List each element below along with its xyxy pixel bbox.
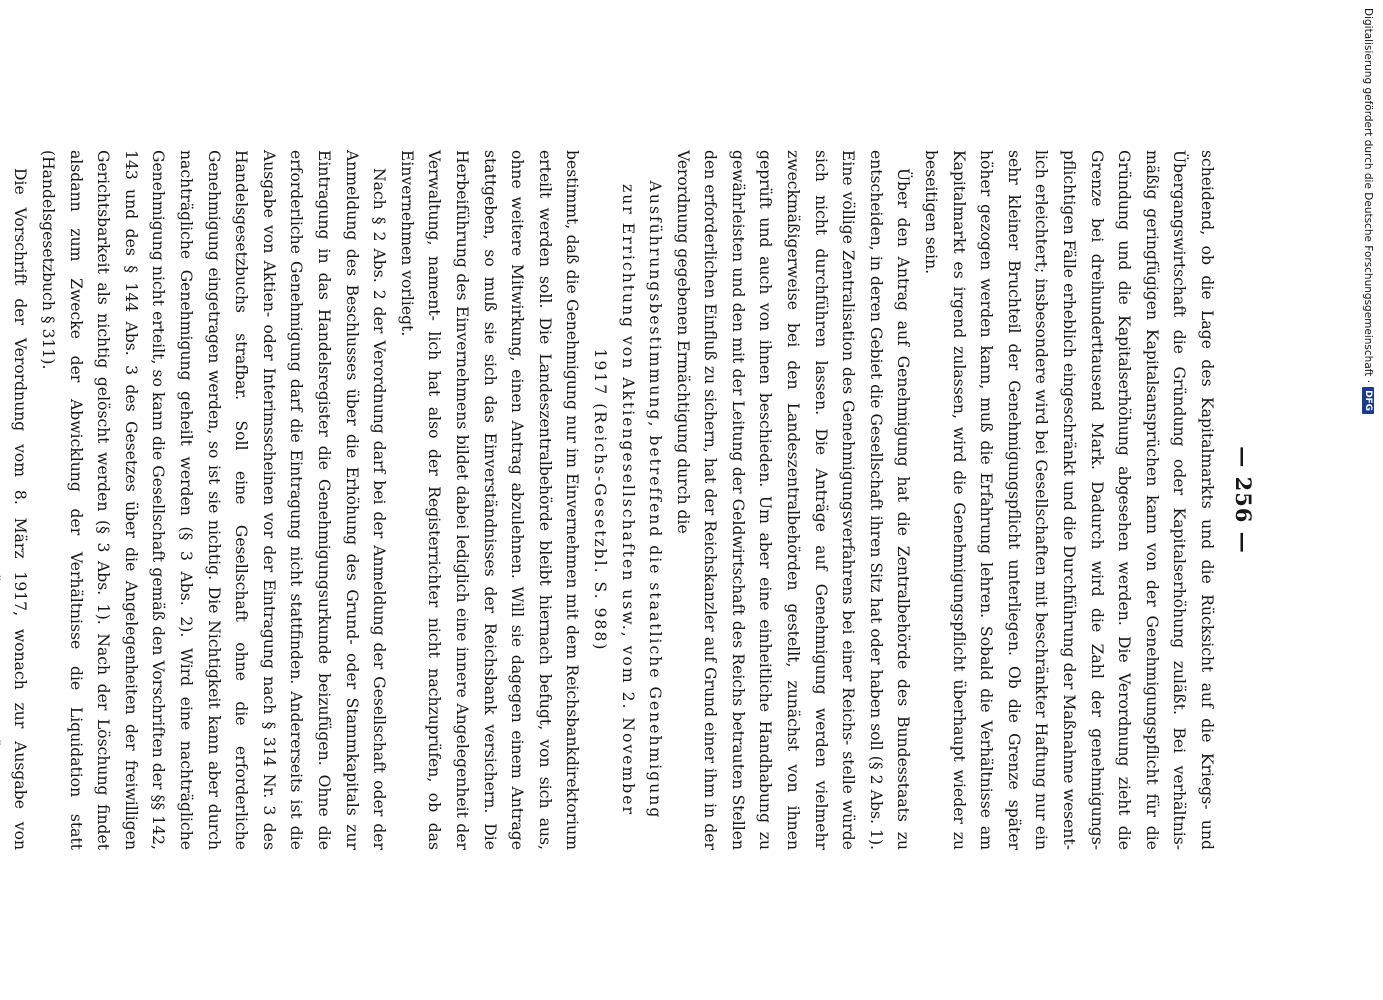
paragraph-3: bestimmt, daß die Genehmigung nur im Einvernehmen mit dem Reichsbankdirektorium erteilt werden soll. Die Landeszentralbehörde bleibt hiernach befugt, von sich aus, ohne weitere Mitwirkung, einen Antrag abzulehnen. Will sie dagegen einem Antrage stattgeben, so muß sie sich das Einverständnisses der Reichsbank versichern. Die Herbeiführung des Einvernehmens bildet dabei lediglich eine innere Angelegenheit der Verwaltung, nament- lich hat also der Registerrichter nicht nachzuprüfen, ob das Einvernehmen vorliegt. — [397, 150, 582, 850]
paragraph-4: Nach § 2 Abs. 2 der Verordnung darf bei der Anmeldung der Gesellschaft oder der Anmeldung des Beschlusses über die Erhöhung des Grund- oder Stammkapitals zur Eintragung in das Handelsregister die Genehmigungsurkunde beizufügen. Ohne die erforderliche Genehmigung darf die Eintragung nicht stattfinden. Andererseits ist die Ausgabe von Aktien- oder Interimsscheinen vor der Eintragung nach § 314 Nr. 3 des Handelsgesetzbuchs strafbar. Soll eine Gesellschaft ohne die erforderliche Genehmigung eingetragen werden, so ist sie nichtig. Die Nichtigkeit kann aber durch nachträgliche Genehmigung geheilt werden (§ 3 Abs. 2). Wird eine nachträgliche Genehmigung nicht erteilt, so kann die Gesellschaft gemäß den Vorschriften der §§ 142, 143 und des § 144 Abs. 3 des Gesetzes über die Angelegenheiten der freiwilligen Gerichtsbarkeit als nichtig gelöscht werden (§ 3 Abs. 1). Nach der Löschung findet alsdann zum Zwecke der Abwicklung der Verhältnisse die Liquidation statt (Handelsgesetzbuch § 311). — [39, 150, 389, 850]
dfg-credit-inner — [1357, 8, 1379, 412]
regulation-heading — [585, 180, 668, 820]
paragraph-1: scheidend, ob die Lage des Kapitalmarkts und die Rücksicht auf die Kriegs- und Übergangswirtschaft die Gründung oder Kapitalserhöhung zuläßt. Bei verhältnis- mäßig geringfügigen Kapitalsansprüchen kann von der Genehmigungspflicht für die Gründung und die Kapitalserhöhung abgesehen werden. Die Verordnung zieht die Grenze bei dreihunderttausend Mark. Dadurch wird die Zahl der genehmigungs- pflichtigen Fälle erheblich eingeschränkt und die Durchführung der Maßnahme wesent- lich erleichtert; insbesondere wird bei Gesellschaften mit beschränkter Haftung nur ein sehr kleiner Bruchteil der Genehmigungspflicht unterliegen. Ob die Grenze später höher gezogen werden kann, muß die Erfahrung lehren. Sobald die Verhältnisse am Kapitalmarkt es irgend zulassen, wird die Genehmigungspflicht überhaupt wieder zu beseitigen sein. — [922, 150, 1216, 850]
paragraph-2: Über den Antrag auf Genehmigung hat die Zentralbehörde des Bundesstaats zu entscheiden, in deren Gebiet die Gesellschaft ihren Sitz hat oder haben soll (§ 2 Abs. 1). Eine völlige Zentralisation des Genehmigungsverfahrens bei einer Reichs- stelle würde sich nicht durchführen lassen. Die Anträge auf Genehmigung werden vielmehr zweckmäßigerweise bei den Landeszentralbehörden gestellt, zunächst von ihnen geprüft und auch von ihnen beschieden. Um aber eine einheitliche Handhabung zu gewährleisten und den mit der Leitung der Geldwirtschaft des Reichs betrauten Stellen den erforderlichen Einfluß zu sichern, hat der Reichskanzler auf Grund einer ihm in der Verordnung gegebenen Ermächtigung durch die — [673, 150, 913, 850]
dfg-credit — [1359, 8, 1381, 412]
paragraph-5: Die Vorschrift der Verordnung vom 8. März 1917, wonach zur Ausgabe von — [11, 168, 30, 850]
page-number: — 256 — — [1231, 446, 1256, 554]
heading-line-3: 1917 (Reichs-Gesetzbl. S. 988) — [590, 348, 609, 652]
rotated-page-content — [11, 150, 1260, 850]
heading-line-1: Ausführungsbestimmung, betreffend die staatliche Genehmigung — [646, 180, 665, 820]
dfg-logo: DFG — [1362, 387, 1374, 414]
body-text — [0, 150, 1220, 850]
heading-line-2: zur Errichtung von Aktiengesellschaften usw., vom 2. November — [618, 184, 637, 816]
dfg-credit-text: Digitalisierung gefördert durch die Deutsche Forschungsgemeinschaft · — [1362, 8, 1374, 384]
